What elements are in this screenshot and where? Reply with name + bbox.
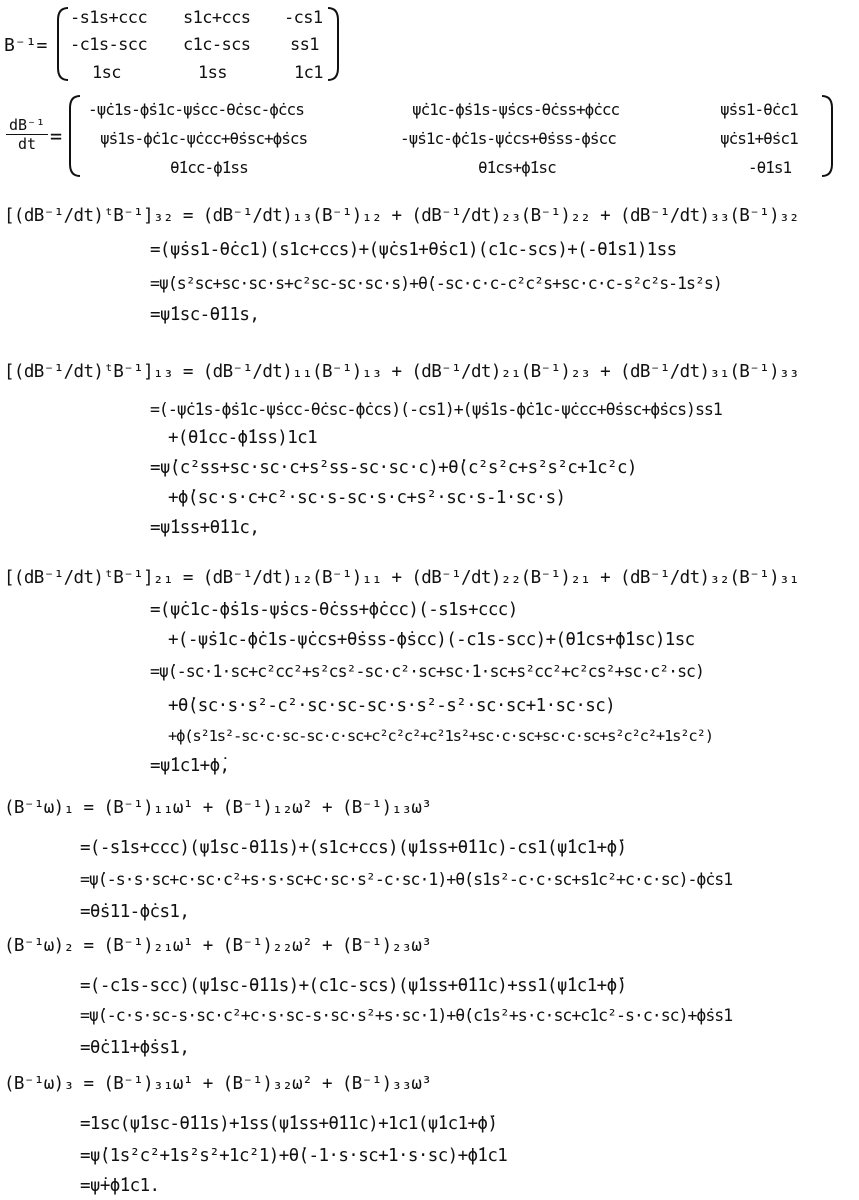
w2-head: (B⁻¹ω)₂ = (B⁻¹)₂₁ω¹ + (B⁻¹)₂₂ω² + (B⁻¹)₂₃ω³ [4, 936, 432, 956]
e13-line-3: =ψ̇(c²ss+sc·sc·c+s²ss-sc·sc·c)+θ̇(c²s²c+s²s²c+1c²c) [150, 458, 637, 478]
binv-r3-c2: 1ss [198, 63, 227, 83]
dbinv-r2-c2: -ψ̇s1c-ϕ̇c1s-ψ̇ccs+θ̇sss-ϕ̇scc [400, 129, 616, 148]
dbinv-numerator: dB⁻¹ [6, 116, 48, 135]
binv-r2-c3: ss1 [290, 35, 319, 55]
w1-line-2: =ψ̇(-s·s·sc+c·sc·c²+s·s·sc+c·sc·s²-c·sc·1)+θ̇(s1s²-c·c·sc+s1c²+c·c·sc)-ϕ̇cs1 [80, 870, 733, 889]
e13-line-1: =(-ψ̇c1s-ϕ̇s1c-ψ̇scc-θ̇csc-ϕ̇ccs)(-cs1)+(ψ̇s1s-ϕ̇c1c-ψ̇ccc+θ̇ssc+ϕ̇scs)ss1 [150, 400, 722, 419]
w3-head: (B⁻¹ω)₃ = (B⁻¹)₃₁ω¹ + (B⁻¹)₃₂ω² + (B⁻¹)₃₃ω³ [4, 1074, 432, 1094]
dbinv-r1-c1: -ψ̇c1s-ϕ̇s1c-ψ̇scc-θ̇csc-ϕ̇ccs [88, 100, 304, 119]
e13-head: [(dB⁻¹/dt)ᵗB⁻¹]₁₃ = (dB⁻¹/dt)₁₁(B⁻¹)₁₃ + (dB⁻¹/dt)₂₁(B⁻¹)₂₃ + (dB⁻¹/dt)₃₁(B⁻¹)₃₃ [4, 362, 799, 382]
e21-line-5: +ϕ̇(s²1s²-sc·c·sc-sc·c·sc+c²c²c²+c²1s²+sc·c·sc+sc·c·sc+s²c²c²+1s²c²) [168, 727, 713, 745]
dbinv-r2-c3: ψ̇cs1+θ̇sc1 [720, 129, 798, 148]
binv-label: B⁻¹= [4, 35, 48, 56]
e13-line-2: +(θ̇1cc-ϕ̇1ss)1c1 [168, 428, 318, 448]
e13-line-5: =ψ̇1ss+θ̇11c, [150, 518, 260, 538]
binv-r1-c2: s1c+ccs [183, 8, 251, 28]
e21-line-6: =ψ̇1c1+ϕ̇, [150, 756, 230, 776]
w2-line-2: =ψ̇(-c·s·sc-s·sc·c²+c·s·sc-s·sc·s²+s·sc·1)+θ̇(c1s²+s·c·sc+c1c²-s·c·sc)+ϕ̇ss1 [80, 1006, 733, 1025]
e32-line-1: =(ψ̇ss1-θ̇cc1)(s1c+ccs)+(ψ̇cs1+θ̇sc1)(c1c-scs)+(-θ̇1s1)1ss [150, 240, 677, 260]
binv-r3-c3: 1c1 [294, 63, 323, 83]
w2-line-1: =(-c1s-scc)(ψ̇1sc-θ̇11s)+(c1c-scs)(ψ̇1ss+θ̇11c)+ss1(ψ̇1c1+ϕ̇) [80, 976, 627, 996]
w3-line-1: =1sc(ψ̇1sc-θ̇11s)+1ss(ψ̇1ss+θ̇11c)+1c1(ψ̇1c1+ϕ̇) [80, 1114, 498, 1134]
e32-head: [(dB⁻¹/dt)ᵗB⁻¹]₃₂ = (dB⁻¹/dt)₁₃(B⁻¹)₁₂ + (dB⁻¹/dt)₂₃(B⁻¹)₂₂ + (dB⁻¹/dt)₃₃(B⁻¹)₃₂ [4, 206, 799, 226]
w1-head: (B⁻¹ω)₁ = (B⁻¹)₁₁ω¹ + (B⁻¹)₁₂ω² + (B⁻¹)₁₃ω³ [4, 798, 432, 818]
w1-line-3: =θ̇s11-ϕ̇cs1, [80, 902, 190, 922]
w1-line-1: =(-s1s+ccc)(ψ̇1sc-θ̇11s)+(s1c+ccs)(ψ̇1ss+θ̇11c)-cs1(ψ̇1c1+ϕ̇) [80, 838, 627, 858]
e13-line-4: +ϕ̇(sc·s·c+c²·sc·s-sc·s·c+s²·sc·s-1·sc·s) [168, 488, 566, 508]
e21-head: [(dB⁻¹/dt)ᵗB⁻¹]₂₁ = (dB⁻¹/dt)₁₂(B⁻¹)₁₁ + (dB⁻¹/dt)₂₂(B⁻¹)₂₁ + (dB⁻¹/dt)₃₂(B⁻¹)₃₁ [4, 568, 799, 588]
dbinv-r3-c1: θ̇1cc-ϕ̇1ss [170, 158, 248, 177]
binv-r1-c1: -s1s+ccc [70, 8, 148, 28]
w3-line-2: =ψ̇(1s²c²+1s²s²+1c²1)+θ̇(-1·s·sc+1·s·sc)+ϕ̇1c1 [80, 1146, 508, 1166]
dbinv-r3-c3: -θ̇1s1 [748, 158, 792, 177]
e32-line-3: =ψ̇1sc-θ̇11s, [150, 305, 260, 325]
dbinv-right-paren [820, 94, 834, 178]
dbinv-fraction [6, 116, 48, 153]
w3-line-3: =ψ̇+ϕ̇1c1. [80, 1176, 160, 1196]
binv-r2-c1: -c1s-scc [70, 35, 148, 55]
dbinv-denominator: dt [17, 135, 37, 153]
binv-right-paren [326, 6, 340, 82]
e21-line-2: +(-ψ̇s1c-ϕ̇c1s-ψ̇ccs+θ̇sss-ϕ̇scc)(-c1s-scc)+(θ̇1cs+ϕ̇1sc)1sc [168, 630, 695, 650]
binv-left-paren [56, 6, 70, 82]
dbinv-left-paren [68, 94, 82, 178]
dbinv-r3-c2: θ̇1cs+ϕ̇1sc [478, 158, 556, 177]
dbinv-r1-c3: ψ̇ss1-θ̇cc1 [720, 100, 798, 119]
binv-r3-c1: 1sc [92, 63, 121, 83]
dbinv-equals: = [50, 124, 63, 148]
e21-line-4: +θ̇(sc·s·s²-c²·sc·sc-sc·s·s²-s²·sc·sc+1·sc·sc) [168, 696, 616, 716]
e21-line-3: =ψ̇(-sc·1·sc+c²cc²+s²cs²-sc·c²·sc+sc·1·sc+s²cc²+c²cs²+sc·c²·sc) [150, 662, 704, 681]
dbinv-r2-c1: ψ̇s1s-ϕ̇c1c-ψ̇ccc+θ̇ssc+ϕ̇scs [100, 129, 308, 148]
e21-line-1: =(ψ̇c1c-ϕ̇s1s-ψ̇scs-θ̇css+ϕ̇ccc)(-s1s+ccc) [150, 600, 518, 620]
w2-line-3: =θ̇c11+ϕ̇ss1, [80, 1038, 190, 1058]
e32-line-2: =ψ̇(s²sc+sc·sc·s+c²sc-sc·sc·s)+θ̇(-sc·c·c-c²c²s+sc·c·c-s²c²s-1s²s) [150, 274, 722, 293]
dbinv-r1-c2: ψ̇c1c-ϕ̇s1s-ψ̇scs-θ̇css+ϕ̇ccc [412, 100, 620, 119]
binv-r2-c2: c1c-scs [183, 35, 251, 55]
binv-r1-c3: -cs1 [284, 8, 323, 28]
